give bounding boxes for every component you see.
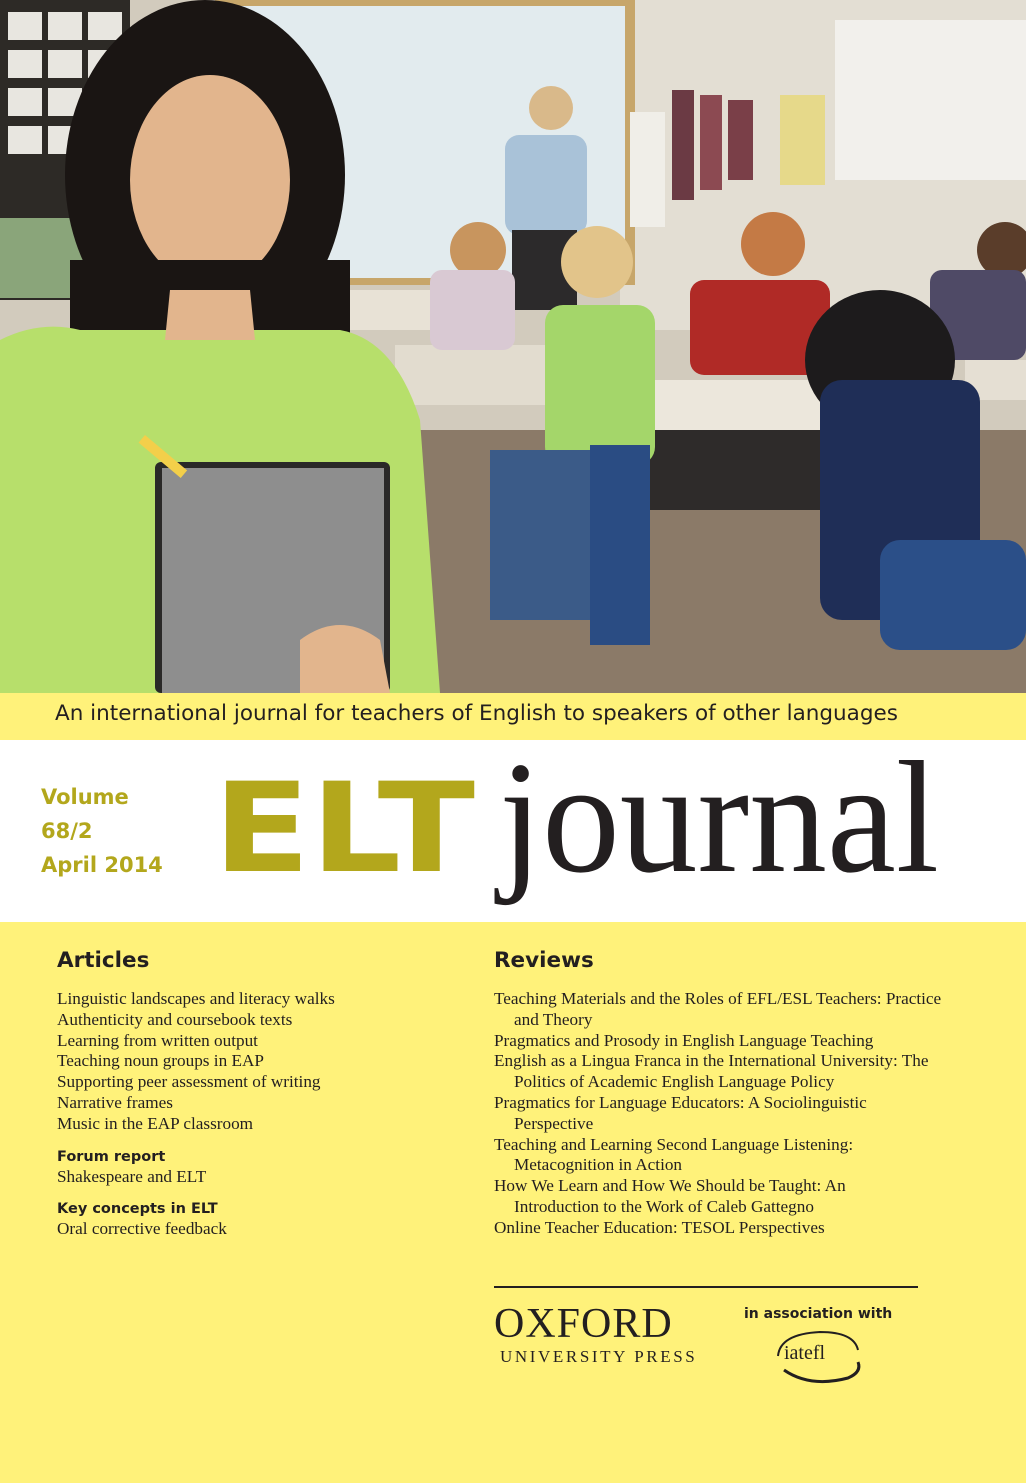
journal-logo bbox=[493, 740, 953, 922]
reviews-list bbox=[494, 989, 964, 1239]
issue-info bbox=[41, 780, 163, 882]
review-item: Pragmatics and Prosody in English Language Teaching bbox=[494, 1030, 874, 1050]
issue-date: April 2014 bbox=[41, 853, 163, 877]
article-item: Authenticity and coursebook texts bbox=[57, 1009, 293, 1029]
review-item: English as a Lingua Franca in the International University: The Politics of Academic English Language Policy bbox=[494, 1051, 929, 1092]
contents bbox=[0, 922, 1026, 1483]
oxford-university-press-logo bbox=[494, 1302, 697, 1368]
review-item: Teaching Materials and the Roles of EFL/ESL Teachers: Practice and Theory bbox=[494, 989, 942, 1029]
article-item: Learning from written output bbox=[57, 1030, 258, 1050]
elt-logo bbox=[213, 740, 493, 922]
reviews-heading: Reviews bbox=[494, 948, 594, 973]
reviews-column bbox=[494, 946, 964, 1239]
journal-logo-text: journal bbox=[494, 740, 939, 906]
review-item: How We Learn and How We Should be Taught: An Introduction to the Work of Caleb Gattegno bbox=[494, 1176, 846, 1216]
forum-report-item: Shakespeare and ELT bbox=[57, 1166, 207, 1186]
article-item: Linguistic landscapes and literacy walks bbox=[57, 989, 335, 1008]
review-item: Pragmatics for Language Educators: A Sociolinguistic Perspective bbox=[494, 1092, 867, 1133]
elt-logo-text: ELT bbox=[213, 757, 475, 901]
iatefl-logo bbox=[770, 1326, 864, 1390]
review-item: Teaching and Learning Second Language Listening: Metacognition in Action bbox=[494, 1134, 854, 1175]
volume-label: Volume bbox=[41, 785, 129, 809]
cover-photo bbox=[0, 0, 1026, 693]
article-item: Music in the EAP classroom bbox=[57, 1113, 254, 1133]
article-item: Narrative frames bbox=[57, 1092, 173, 1112]
tagline-band bbox=[0, 693, 1026, 740]
publisher-subtitle: UNIVERSITY PRESS bbox=[500, 1347, 698, 1366]
publisher-name: OXFORD bbox=[494, 1301, 673, 1347]
association-label: in association with bbox=[744, 1306, 893, 1322]
article-item: Teaching noun groups in EAP bbox=[57, 1051, 264, 1071]
article-item: Supporting peer assessment of writing bbox=[57, 1072, 321, 1092]
articles-heading: Articles bbox=[57, 948, 150, 973]
issue-number: 68/2 bbox=[41, 819, 93, 843]
articles-list bbox=[57, 989, 477, 1135]
divider-rule bbox=[494, 1286, 918, 1288]
key-concepts-heading: Key concepts in ELT bbox=[57, 1201, 218, 1218]
masthead bbox=[0, 740, 1026, 922]
partner-name: iatefl bbox=[784, 1342, 826, 1364]
key-concepts-item: Oral corrective feedback bbox=[57, 1219, 227, 1239]
forum-report-heading: Forum report bbox=[57, 1148, 166, 1165]
classroom-illustration bbox=[0, 0, 1026, 693]
review-item: Online Teacher Education: TESOL Perspectives bbox=[494, 1217, 825, 1237]
journal-tagline: An international journal for teachers of English to speakers of other languages bbox=[55, 701, 898, 726]
articles-column bbox=[57, 946, 477, 1240]
